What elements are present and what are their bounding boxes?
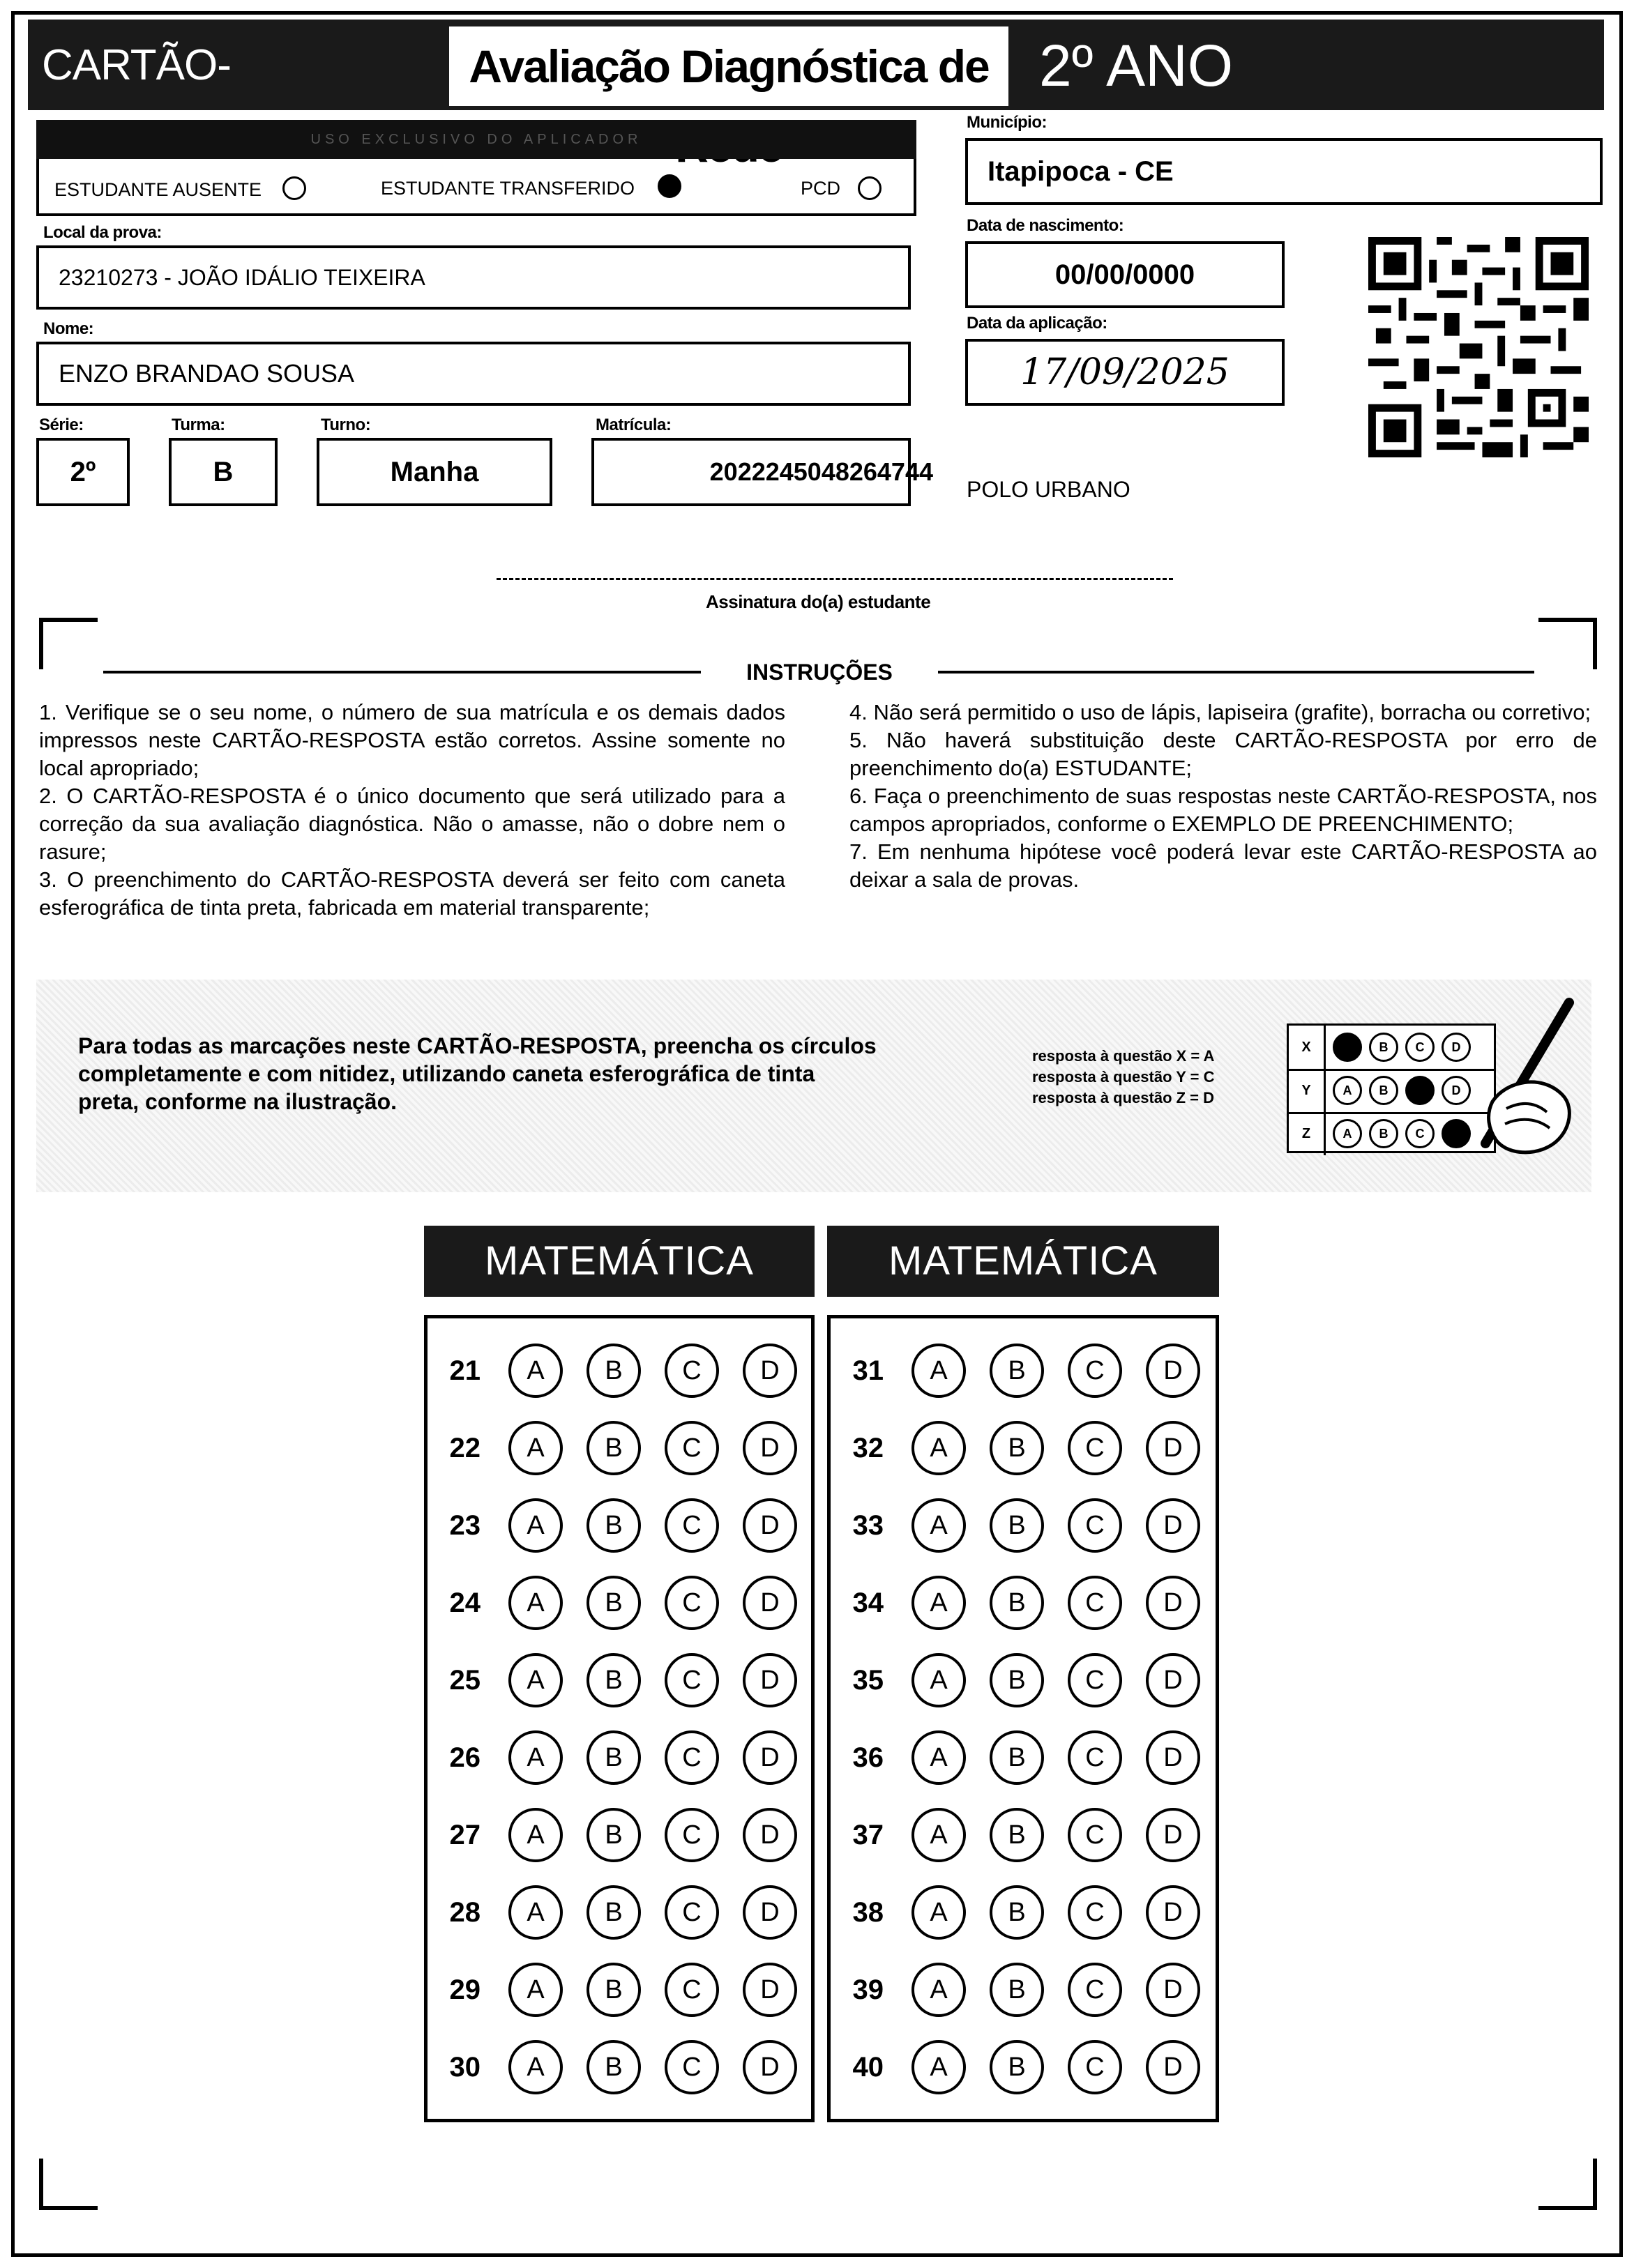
answer-bubble[interactable]: A [911,1963,966,2017]
answer-bubble[interactable]: D [743,2040,797,2094]
answer-bubble[interactable]: C [1068,1498,1122,1553]
answer-bubble[interactable]: B [990,1421,1044,1475]
answer-bubble[interactable]: D [743,1730,797,1785]
answer-bubble[interactable]: A [911,2040,966,2094]
answer-bubble[interactable]: B [587,1963,641,2017]
answer-bubble[interactable]: D [1146,1963,1200,2017]
example-bubble: C [1405,1119,1435,1148]
question-row [428,1410,811,1486]
matricula-value: 2022245048264744 [709,457,933,486]
question-number: 25 [449,1664,481,1696]
card-title: CARTÃO- [42,41,231,89]
matricula-label: Matrícula: [596,416,672,434]
instruction-item: 4. Não será permitido o uso de lápis, lapiseira (grafite), borracha ou corretivo; [849,700,1591,724]
option-ausente-label: ESTUDANTE AUSENTE [54,179,262,200]
question-number: 32 [852,1432,884,1463]
section-title: MATEMÁTICA [827,1226,1219,1297]
answer-bubble[interactable]: B [990,1498,1044,1553]
answer-bubble[interactable]: C [665,1808,719,1862]
grade-banner: 2º ANO [1039,33,1234,98]
answer-bubble[interactable]: C [1068,1421,1122,1475]
question-number: 23 [449,1509,481,1541]
question-row [831,1332,1216,1409]
option-transferido-label: ESTUDANTE TRANSFERIDO [381,178,635,199]
serie-label: Série: [39,416,84,434]
answer-bubble[interactable]: A [508,2040,563,2094]
answer-bubble[interactable]: A [508,1576,563,1630]
example-bubble: B [1369,1119,1398,1148]
turma-label: Turma: [172,416,225,434]
instruction-item: 2. O CARTÃO-RESPOSTA é o único documento que será utilizado para a correção da sua avaliação diagnóstica. Não o amasse, não o dobre nem o rasure; [39,784,785,864]
option-pcd-label: PCD [801,178,841,199]
corner-mark-top-right [1538,618,1597,669]
answer-bubble[interactable]: C [665,2040,719,2094]
answer-bubble[interactable]: C [665,1421,719,1475]
question-row [428,1332,811,1409]
answer-bubble[interactable]: A [508,1885,563,1940]
instruction-item: 6. Faça o preenchimento de suas respostas neste CARTÃO-RESPOSTA, nos campos apropriados, conforme o EXEMPLO DE PREENCHIMENTO; [849,784,1597,836]
example-legend-item: resposta à questão Y = C [1032,1068,1215,1086]
question-number: 39 [852,1974,884,2005]
question-row [831,2029,1216,2106]
municipio-value: Itapipoca - CE [988,155,1174,187]
signature-label: Assinatura do(a) estudante [706,591,931,612]
answer-bubble[interactable]: B [990,1653,1044,1707]
answer-bubble[interactable]: C [1068,1963,1122,2017]
municipio-field [965,138,1603,205]
nascimento-value: 00/00/0000 [1054,259,1195,290]
answer-bubble[interactable]: C [1068,1885,1122,1940]
question-number: 33 [852,1509,884,1541]
question-number: 28 [449,1896,481,1928]
answer-bubble[interactable]: D [743,1653,797,1707]
answer-bubble[interactable]: D [743,1963,797,2017]
answer-bubble[interactable]: A [911,1498,966,1553]
question-number: 30 [449,2051,481,2083]
local-field [36,245,911,310]
answer-bubble[interactable]: B [587,1344,641,1398]
question-number: 22 [449,1432,481,1463]
answer-bubble[interactable]: B [587,1808,641,1862]
example-row [1289,1026,1494,1071]
question-number: 40 [852,2051,884,2083]
example-row [1289,1069,1494,1114]
signature-line[interactable] [497,578,1173,580]
answer-bubble[interactable]: C [1068,1653,1122,1707]
question-row [428,1565,811,1641]
turma-value: B [213,456,234,487]
answer-bubble[interactable]: A [508,1498,563,1553]
answer-bubble[interactable]: D [1146,1421,1200,1475]
question-number: 36 [852,1742,884,1773]
serie-field [36,438,130,506]
example-bubble: C [1405,1076,1435,1105]
example-legend [1032,1046,1283,1109]
instruction-item: 1. Verifique se o seu nome, o número de sua matrícula e os demais dados impressos neste CARTÃO-RESPOSTA estão corretos. Assine somente no local apropriado; [39,700,785,780]
corner-mark-bottom-left [39,2159,98,2210]
answer-bubble[interactable]: D [1146,1498,1200,1553]
answer-bubble[interactable]: C [1068,1344,1122,1398]
answer-bubble[interactable]: D [1146,1885,1200,1940]
answer-bubble[interactable]: D [743,1421,797,1475]
instructions-rule-right [928,671,1534,673]
answer-bubble[interactable]: B [990,2040,1044,2094]
example-bubble: C [1405,1033,1435,1062]
answer-bubble[interactable]: A [911,1421,966,1475]
question-row [831,1719,1216,1796]
nome-field [36,342,911,406]
question-number: 27 [449,1819,481,1850]
answer-bubble[interactable]: C [665,1344,719,1398]
question-row [428,1874,811,1951]
example-bubble: D [1442,1119,1471,1148]
question-row [428,1797,811,1873]
question-row [831,1487,1216,1564]
question-number: 34 [852,1587,884,1618]
question-number: 31 [852,1355,884,1386]
question-row [428,1719,811,1796]
turno-field [317,438,552,506]
question-number: 29 [449,1974,481,2005]
serie-value: 2º [70,456,96,487]
answer-bubble[interactable]: D [1146,1730,1200,1785]
option-transferido-circle[interactable] [658,174,681,198]
answer-bubble[interactable]: D [743,1885,797,1940]
answer-bubble[interactable]: A [911,1730,966,1785]
example-bubble: A [1333,1076,1362,1105]
option-pcd-circle[interactable] [858,176,882,200]
example-row-letter: Y [1289,1069,1326,1112]
answer-bubble[interactable]: B [587,1653,641,1707]
answer-bubble[interactable]: C [665,1576,719,1630]
example-bubble: A [1333,1033,1362,1062]
answer-bubble[interactable]: B [587,1885,641,1940]
local-value: 23210273 - JOÃO IDÁLIO TEIXEIRA [59,264,425,290]
answer-bubble[interactable]: C [665,1963,719,2017]
answer-bubble[interactable]: A [508,1808,563,1862]
answer-bubble[interactable]: B [990,1344,1044,1398]
local-label: Local da prova: [43,223,162,242]
answer-bubble[interactable]: B [990,1730,1044,1785]
answer-bubble[interactable]: A [911,1576,966,1630]
answer-bubble[interactable]: D [1146,2040,1200,2094]
answer-bubble[interactable]: C [1068,2040,1122,2094]
option-ausente-circle[interactable] [282,176,306,200]
example-bubble: A [1333,1119,1362,1148]
polo-label: POLO URBANO [967,477,1130,502]
aplicacao-field [965,339,1285,406]
answer-bubble[interactable]: B [587,2040,641,2094]
answer-bubble[interactable]: C [1068,1808,1122,1862]
instruction-item: 3. O preenchimento do CARTÃO-RESPOSTA deverá ser feito com caneta esferográfica de tinta preta, fabricada em material transparente; [39,867,785,920]
question-row [831,1642,1216,1719]
answer-bubble[interactable]: C [665,1498,719,1553]
answer-bubble[interactable]: D [743,1808,797,1862]
question-row [831,1797,1216,1873]
answer-bubble[interactable]: D [743,1576,797,1630]
nascimento-field [965,241,1285,308]
example-legend-item: resposta à questão X = A [1032,1047,1215,1065]
hand-pen-icon [1465,997,1583,1164]
answer-bubble[interactable]: B [990,1885,1044,1940]
question-number: 38 [852,1896,884,1928]
instructions-left-column [39,699,785,922]
answer-bubble[interactable]: D [743,1498,797,1553]
turno-label: Turno: [321,416,371,434]
answer-bubble[interactable]: A [911,1653,966,1707]
answer-bubble[interactable]: A [911,1808,966,1862]
example-bubble: B [1369,1076,1398,1105]
question-row [831,1951,1216,2028]
answer-block [424,1315,815,2122]
answer-bubble[interactable]: C [1068,1730,1122,1785]
assessment-title: Avaliação Diagnóstica de [446,24,1011,109]
question-row [831,1874,1216,1951]
answer-bubble[interactable]: D [1146,1344,1200,1398]
answer-bubble[interactable]: B [587,1498,641,1553]
instruction-item: 7. Em nenhuma hipótese você poderá levar este CARTÃO-RESPOSTA ao deixar a sala de provas. [849,839,1597,892]
nascimento-label: Data de nascimento: [967,216,1124,235]
question-number: 21 [449,1355,481,1386]
qr-code [1368,237,1589,457]
turma-field [169,438,278,506]
question-row [428,2029,811,2106]
municipio-label: Município: [967,113,1047,132]
example-row-letter: X [1289,1026,1326,1069]
nome-label: Nome: [43,319,94,338]
status-bar: USO EXCLUSIVO DO APLICADOR [36,120,916,159]
answer-bubble[interactable]: D [743,1344,797,1398]
answer-bubble[interactable]: A [508,1963,563,2017]
answer-bubble[interactable]: B [587,1730,641,1785]
section-title: MATEMÁTICA [424,1226,815,1297]
instructions-rule-left [103,671,703,673]
question-number: 37 [852,1819,884,1850]
aplicacao-value: 17/09/2025 [1020,351,1230,393]
answer-bubble[interactable]: B [587,1576,641,1630]
turno-value: Manha [390,456,479,487]
nome-value: ENZO BRANDAO SOUSA [59,359,355,388]
answer-bubble[interactable]: D [1146,1653,1200,1707]
answer-bubble[interactable]: A [508,1421,563,1475]
question-number: 26 [449,1742,481,1773]
answer-bubble[interactable]: B [990,1808,1044,1862]
example-legend-item: resposta à questão Z = D [1032,1089,1215,1106]
instructions-right-column [849,699,1597,894]
answer-bubble[interactable]: B [990,1576,1044,1630]
answer-bubble[interactable]: B [587,1421,641,1475]
answer-bubble[interactable]: A [508,1653,563,1707]
question-row [428,1487,811,1564]
answer-bubble[interactable]: A [911,1344,966,1398]
answer-bubble[interactable]: D [1146,1808,1200,1862]
answer-bubble[interactable]: A [508,1730,563,1785]
corner-mark-top-left [39,618,98,669]
question-number: 24 [449,1587,481,1618]
answer-bubble[interactable]: C [1068,1576,1122,1630]
example-text: Para todas as marcações neste CARTÃO-RESPOSTA, preencha os círculos completamente e com nitidez, utilizando caneta esferográfica de tinta preta, conforme na ilustração. [78,1033,877,1114]
question-number: 35 [852,1664,884,1696]
answer-bubble[interactable]: C [665,1730,719,1785]
answer-bubble[interactable]: C [665,1653,719,1707]
answer-bubble[interactable]: A [911,1885,966,1940]
instructions-title: INSTRUÇÕES [701,660,938,685]
question-row [428,1642,811,1719]
example-bubble: D [1442,1076,1471,1105]
example-row [1289,1112,1494,1155]
example-bubble: B [1369,1033,1398,1062]
answer-bubble[interactable]: C [665,1885,719,1940]
answer-bubble[interactable]: B [990,1963,1044,2017]
example-bubble: D [1442,1033,1471,1062]
matricula-field [591,438,933,506]
question-row [831,1410,1216,1486]
answer-bubble[interactable]: A [508,1344,563,1398]
example-row-letter: Z [1289,1112,1326,1155]
answer-bubble[interactable]: D [1146,1576,1200,1630]
answer-block [827,1315,1219,2122]
corner-mark-bottom-right [1538,2159,1597,2210]
instruction-item: 5. Não haverá substituição deste CARTÃO-RESPOSTA por erro de preenchimento do(a) ESTUDANTE; [849,728,1597,780]
question-row [831,1565,1216,1641]
question-row [428,1951,811,2028]
aplicacao-label: Data da aplicação: [967,314,1107,333]
